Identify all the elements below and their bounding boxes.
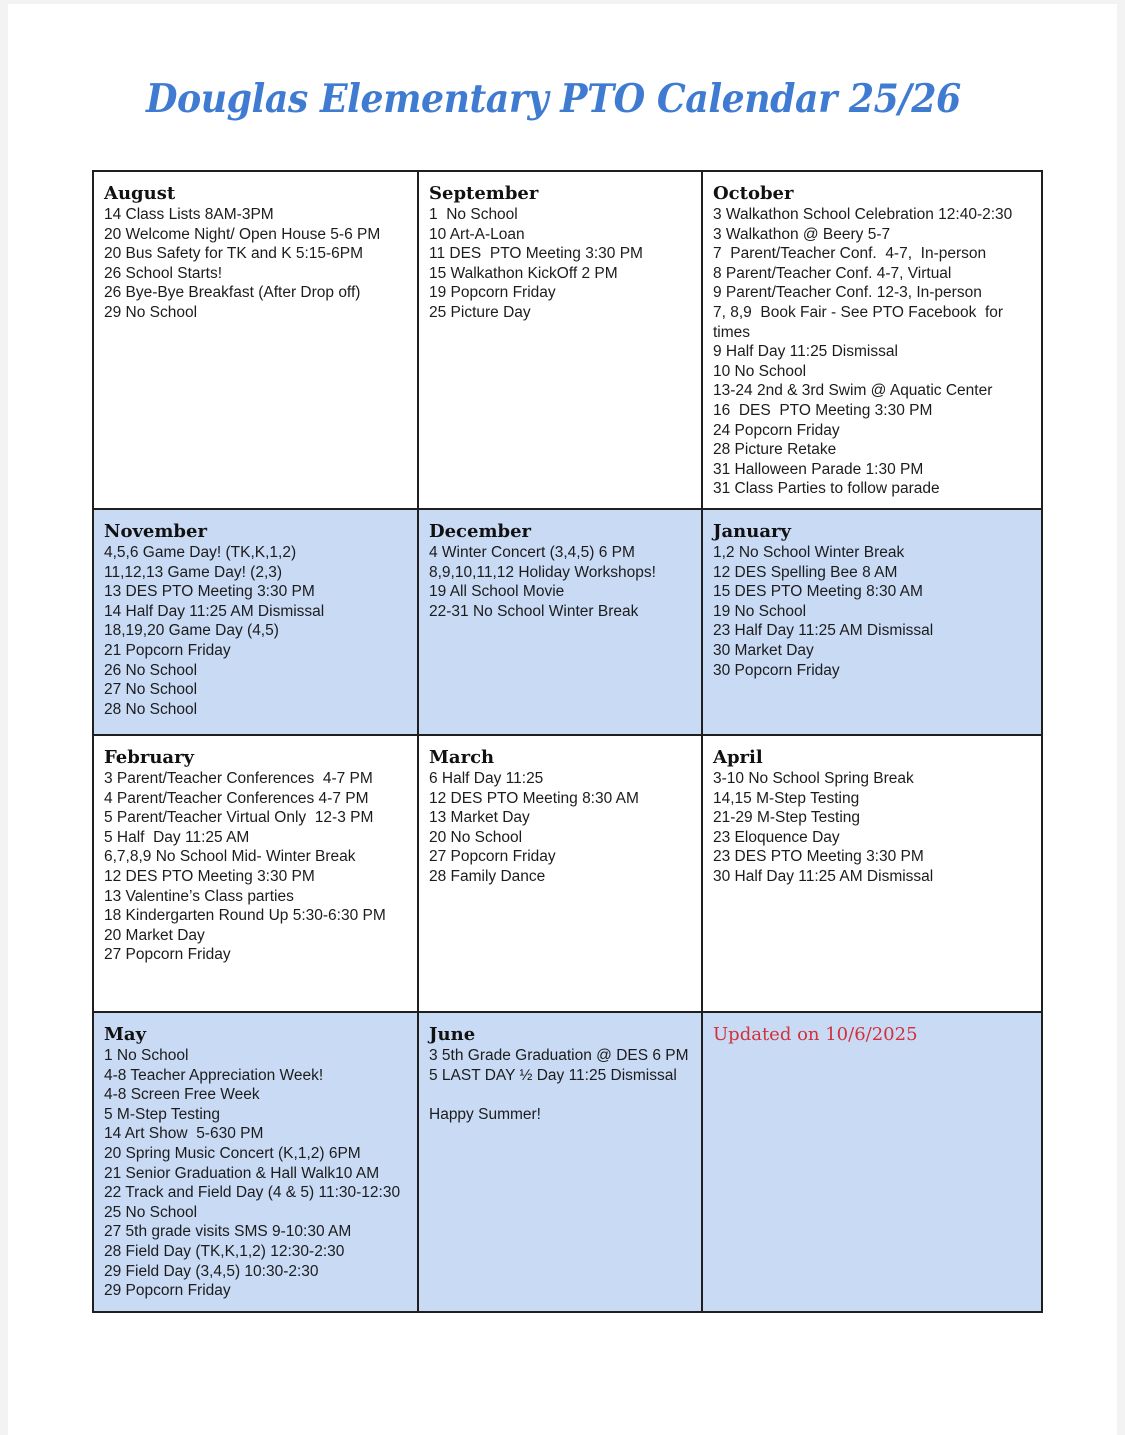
- event-item: 19 No School: [713, 602, 807, 620]
- event-item: 28 Family Dance: [429, 867, 546, 885]
- event-item: 25 No School: [104, 1203, 198, 1221]
- event-item: 23 Eloquence Day: [713, 828, 840, 846]
- event-item: 5 LAST DAY ½ Day 11:25 Dismissal: [429, 1066, 677, 1084]
- event-item: 22 Track and Field Day (4 & 5) 11:30-12:30: [104, 1184, 401, 1202]
- event-item: 24 Popcorn Friday: [713, 421, 840, 439]
- event-item: 20 No School: [429, 828, 523, 846]
- month-heading: May: [104, 1024, 147, 1045]
- event-item: 3-10 No School Spring Break: [713, 770, 914, 787]
- month-heading: February: [104, 747, 195, 768]
- event-item: 4 Winter Concert (3,4,5) 6 PM: [429, 544, 635, 561]
- event-item: 21 Popcorn Friday: [104, 641, 231, 659]
- event-item: 30 Popcorn Friday: [713, 661, 840, 679]
- event-item: 31 Class Parties to follow parade: [713, 480, 940, 498]
- month-heading: September: [429, 183, 539, 204]
- event-item: [429, 1085, 701, 1105]
- month-heading: November: [104, 521, 207, 542]
- event-item: 27 No School: [104, 681, 198, 699]
- event-item: 4-8 Teacher Appreciation Week!: [104, 1066, 324, 1084]
- updated-note-cell: [702, 1012, 1042, 1312]
- event-item: 4,5,6 Game Day! (TK,K,1,2): [104, 544, 297, 561]
- event-item: 28 No School: [104, 700, 198, 718]
- event-item: 26 Bye-Bye Breakfast (After Drop off): [104, 284, 361, 302]
- event-item: 27 Popcorn Friday: [104, 946, 231, 964]
- event-item: 31 Halloween Parade 1:30 PM: [713, 460, 924, 478]
- event-item: 8,9,10,11,12 Holiday Workshops!: [429, 563, 656, 581]
- event-item: 30 Half Day 11:25 AM Dismissal: [713, 867, 934, 885]
- event-item: 6 Half Day 11:25: [429, 770, 544, 787]
- event-item: 7, 8,9 Book Fair - See PTO Facebook for times: [713, 303, 1008, 341]
- event-item: 1 No School: [104, 1047, 189, 1064]
- month-cell-october: [702, 171, 1042, 509]
- updated-note: Updated on 10/6/2025: [713, 1024, 918, 1045]
- month-heading: April: [713, 747, 763, 768]
- event-item: 23 DES PTO Meeting 3:30 PM: [713, 848, 924, 866]
- event-item: 23 Half Day 11:25 AM Dismissal: [713, 622, 934, 640]
- month-cell-january: [702, 509, 1042, 735]
- event-item: 14 Class Lists 8AM-3PM: [104, 206, 274, 223]
- event-item: 20 Bus Safety for TK and K 5:15-6PM: [104, 245, 364, 263]
- event-item: 5 Parent/Teacher Virtual Only 12-3 PM: [104, 809, 374, 827]
- event-item: 3 Walkathon @ Beery 5-7: [713, 225, 891, 243]
- event-item: 29 Field Day (3,4,5) 10:30-2:30: [104, 1262, 319, 1280]
- month-cell-april: [702, 735, 1042, 1012]
- month-heading: December: [429, 521, 532, 542]
- event-item: 21 Senior Graduation & Hall Walk10 AM: [104, 1164, 380, 1182]
- event-item: 4-8 Screen Free Week: [104, 1086, 260, 1104]
- event-item: 7 Parent/Teacher Conf. 4-7, In-person: [713, 245, 987, 263]
- month-cell-march: [418, 735, 702, 1012]
- month-heading: March: [429, 747, 495, 768]
- month-heading: June: [429, 1024, 476, 1045]
- event-item: 13-24 2nd & 3rd Swim @ Aquatic Center: [713, 382, 993, 400]
- event-item: 3 Parent/Teacher Conferences 4-7 PM: [104, 770, 373, 787]
- event-item: 5 Half Day 11:25 AM: [104, 828, 250, 846]
- event-item: 14 Half Day 11:25 AM Dismissal: [104, 602, 325, 620]
- event-item: 3 Walkathon School Celebration 12:40-2:30: [713, 206, 1013, 223]
- event-item: 18,19,20 Game Day (4,5): [104, 622, 279, 640]
- month-cell-may: [93, 1012, 418, 1312]
- month-heading: January: [713, 521, 791, 542]
- event-item: 10 Art-A-Loan: [429, 225, 525, 243]
- event-item: 9 Half Day 11:25 Dismissal: [713, 343, 898, 361]
- event-item: 12 DES PTO Meeting 3:30 PM: [104, 867, 315, 885]
- event-item: 19 Popcorn Friday: [429, 284, 556, 302]
- event-item: 18 Kindergarten Round Up 5:30-6:30 PM: [104, 907, 386, 925]
- event-item: 21-29 M-Step Testing: [713, 809, 861, 827]
- month-heading: August: [104, 183, 176, 204]
- page-title: Douglas Elementary PTO Calendar 25/26: [146, 76, 961, 122]
- event-item: 9 Parent/Teacher Conf. 12-3, In-person: [713, 284, 982, 302]
- month-cell-september: [418, 171, 702, 509]
- month-cell-november: [93, 509, 418, 735]
- event-item: 13 DES PTO Meeting 3:30 PM: [104, 583, 315, 601]
- event-item: 15 Walkathon KickOff 2 PM: [429, 264, 618, 282]
- month-cell-december: [418, 509, 702, 735]
- event-item: 6,7,8,9 No School Mid- Winter Break: [104, 848, 356, 866]
- event-item: 13 Valentine’s Class parties: [104, 887, 294, 905]
- event-item: 19 All School Movie: [429, 583, 565, 601]
- event-item: 11 DES PTO Meeting 3:30 PM: [429, 245, 643, 263]
- event-item: 20 Market Day: [104, 926, 205, 944]
- event-item: 14 Art Show 5-630 PM: [104, 1125, 264, 1143]
- event-item: 16 DES PTO Meeting 3:30 PM: [713, 401, 933, 419]
- event-item: 11,12,13 Game Day! (2,3): [104, 563, 283, 581]
- event-item: 15 DES PTO Meeting 8:30 AM: [713, 583, 923, 601]
- event-item: 28 Picture Retake: [713, 441, 837, 459]
- calendar-grid: [92, 170, 1043, 1313]
- event-item: 26 School Starts!: [104, 264, 223, 282]
- event-item: 20 Welcome Night/ Open House 5-6 PM: [104, 225, 381, 243]
- event-item: 12 DES Spelling Bee 8 AM: [713, 563, 898, 581]
- event-item: 8 Parent/Teacher Conf. 4-7, Virtual: [713, 264, 952, 282]
- event-item: 27 5th grade visits SMS 9-10:30 AM: [104, 1223, 352, 1241]
- event-item: 1 No School: [429, 206, 518, 223]
- event-item: 27 Popcorn Friday: [429, 848, 556, 866]
- event-item: 30 Market Day: [713, 641, 814, 659]
- event-item: 14,15 M-Step Testing: [713, 789, 860, 807]
- event-item: 28 Field Day (TK,K,1,2) 12:30-2:30: [104, 1242, 345, 1260]
- event-item: Happy Summer!: [429, 1105, 541, 1123]
- calendar-page: [8, 4, 1117, 1435]
- event-item: 13 Market Day: [429, 809, 530, 827]
- event-item: 29 Popcorn Friday: [104, 1282, 231, 1300]
- event-item: 3 5th Grade Graduation @ DES 6 PM: [429, 1047, 689, 1064]
- event-item: 25 Picture Day: [429, 303, 531, 321]
- event-item: 20 Spring Music Concert (K,1,2) 6PM: [104, 1144, 361, 1162]
- event-item: 1,2 No School Winter Break: [713, 544, 905, 561]
- month-cell-june: [418, 1012, 702, 1312]
- month-heading: October: [713, 183, 794, 204]
- event-item: 10 No School: [713, 362, 807, 380]
- event-item: 29 No School: [104, 303, 198, 321]
- event-item: 12 DES PTO Meeting 8:30 AM: [429, 789, 639, 807]
- event-item: 5 M-Step Testing: [104, 1105, 221, 1123]
- event-item: 4 Parent/Teacher Conferences 4-7 PM: [104, 789, 369, 807]
- month-cell-august: [93, 171, 418, 509]
- event-item: 22-31 No School Winter Break: [429, 602, 639, 620]
- month-cell-february: [93, 735, 418, 1012]
- event-item: 26 No School: [104, 661, 198, 679]
